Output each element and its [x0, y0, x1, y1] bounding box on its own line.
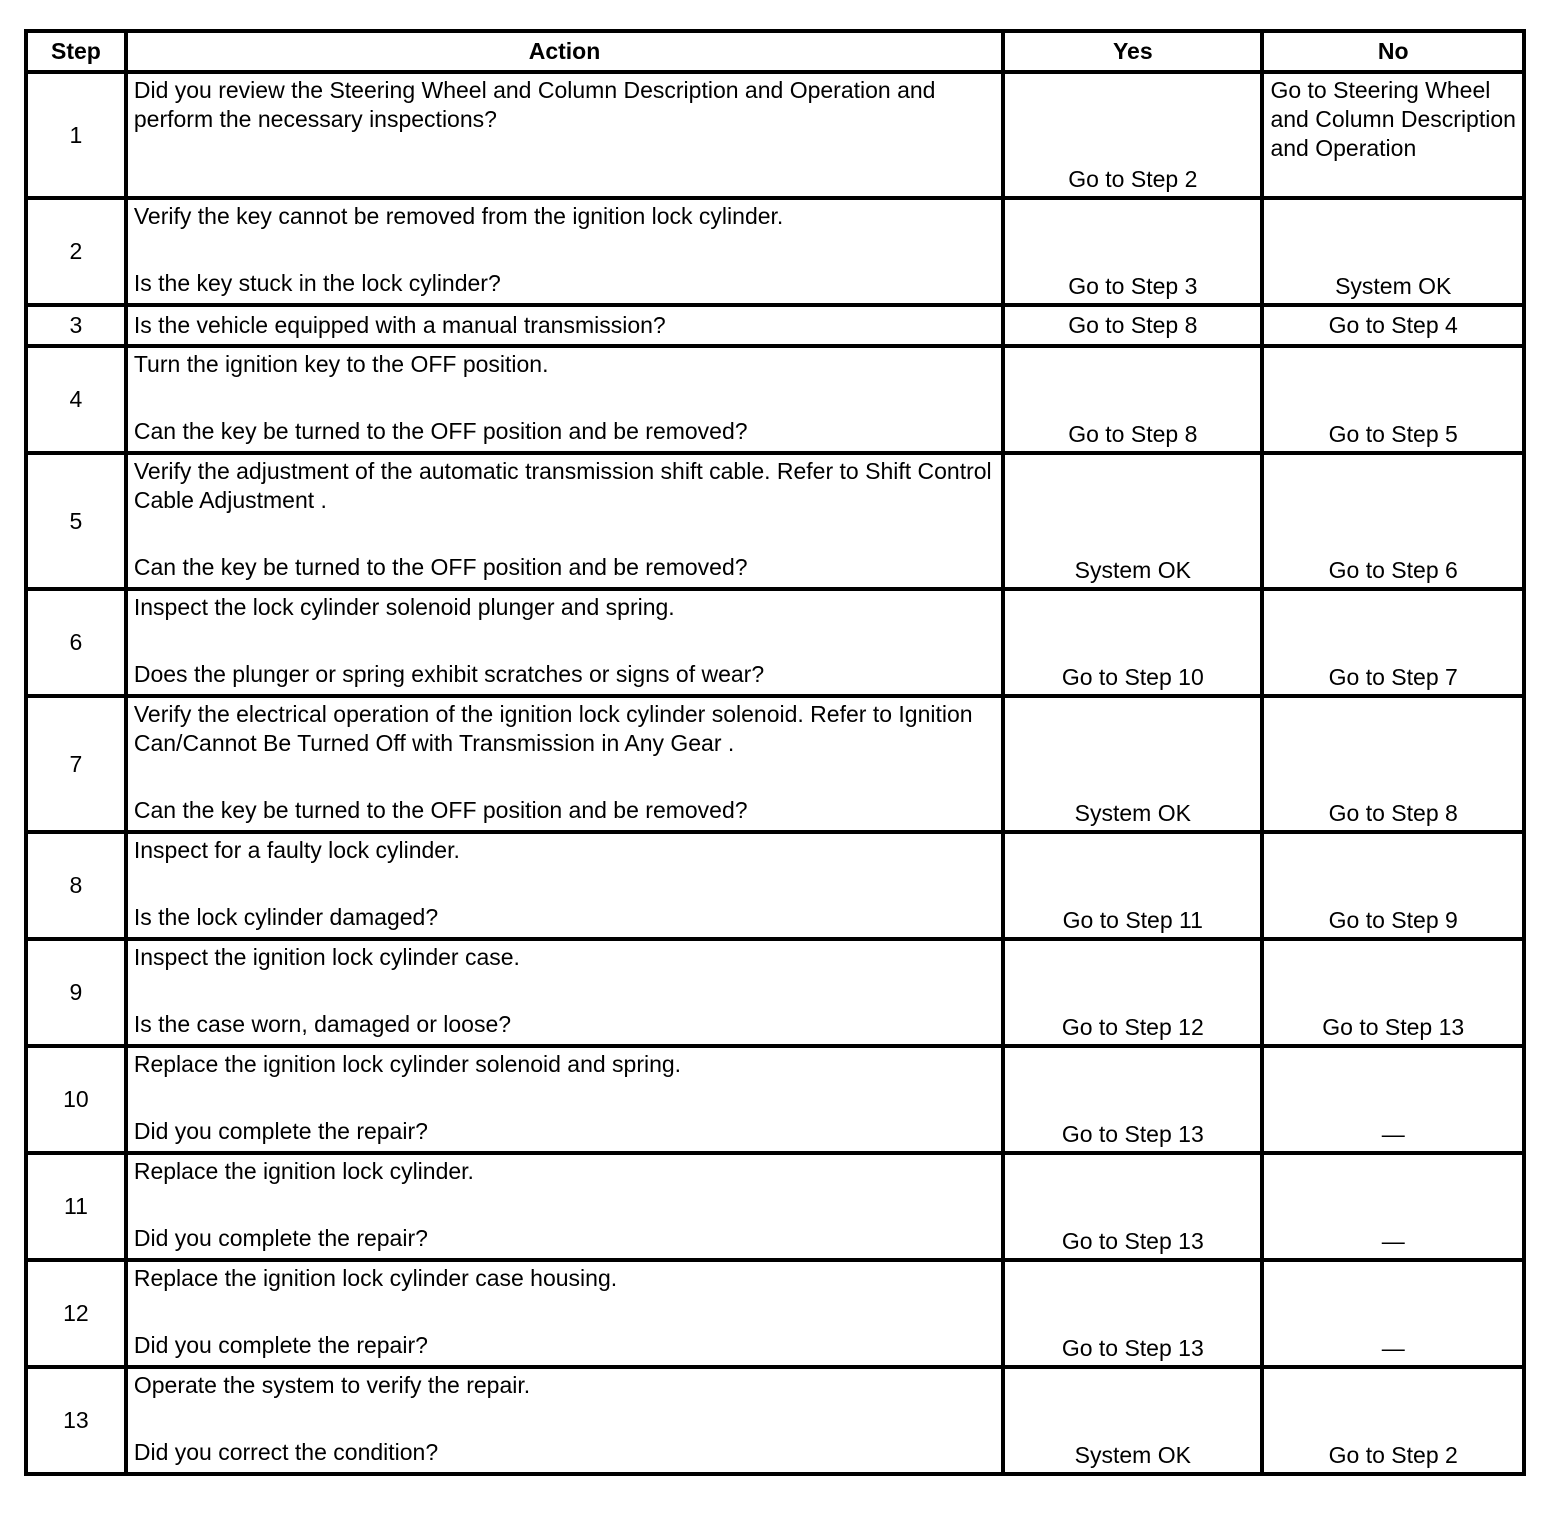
question-text: Is the case worn, damaged or loose? [133, 1011, 512, 1037]
action-text: Inspect the lock cylinder solenoid plunger and spring. [133, 594, 675, 620]
no-cell: — [1262, 1153, 1524, 1260]
yes-cell: Go to Step 13 [1003, 1046, 1262, 1153]
yes-cell: Go to Step 11 [1003, 832, 1262, 939]
action-cell [126, 1046, 1003, 1153]
action-text: Did you review the Steering Wheel and Column Description and Operation and perform the necessary inspections? [133, 77, 936, 132]
header-yes: Yes [1003, 31, 1262, 72]
action-text: Replace the ignition lock cylinder. [133, 1158, 474, 1184]
no-cell: System OK [1262, 198, 1524, 305]
yes-cell: Go to Step 3 [1003, 198, 1262, 305]
no-cell: Go to Steering Wheel and Column Description and Operation [1262, 72, 1524, 198]
action-cell [126, 453, 1003, 589]
action-cell [126, 939, 1003, 1046]
action-cell [126, 1260, 1003, 1367]
step-number: 11 [26, 1153, 126, 1260]
action-text: Verify the electrical operation of the ignition lock cylinder solenoid. Refer to Ignition Can/Cannot Be Turned Off with Transmission in Any Gear . [133, 701, 973, 756]
action-cell [126, 589, 1003, 696]
step-number: 9 [26, 939, 126, 1046]
no-cell: Go to Step 5 [1262, 346, 1524, 453]
action-text: Replace the ignition lock cylinder solenoid and spring. [133, 1051, 682, 1077]
action-text: Inspect for a faulty lock cylinder. [133, 837, 460, 863]
table-row [26, 1046, 1524, 1153]
action-text: Is the vehicle equipped with a manual transmission? [133, 312, 666, 338]
no-cell: Go to Step 7 [1262, 589, 1524, 696]
yes-cell: Go to Step 8 [1003, 305, 1262, 346]
header-step: Step [26, 31, 126, 72]
yes-cell: System OK [1003, 696, 1262, 832]
question-text: Did you correct the condition? [133, 1439, 439, 1465]
table-row [26, 832, 1524, 939]
step-number: 13 [26, 1367, 126, 1474]
table-row [26, 198, 1524, 305]
question-text: Can the key be turned to the OFF position and be removed? [133, 554, 748, 580]
action-text: Verify the adjustment of the automatic transmission shift cable. Refer to Shift Control Cable Adjustment . [133, 458, 992, 513]
question-text: Did you complete the repair? [133, 1225, 428, 1251]
no-cell: Go to Step 2 [1262, 1367, 1524, 1474]
action-text: Replace the ignition lock cylinder case housing. [133, 1265, 618, 1291]
step-number: 1 [26, 72, 126, 198]
header-no: No [1262, 31, 1524, 72]
no-cell: Go to Step 8 [1262, 696, 1524, 832]
step-number: 4 [26, 346, 126, 453]
table-row [26, 453, 1524, 589]
action-cell [126, 72, 1003, 198]
table-row [26, 346, 1524, 453]
action-text: Operate the system to verify the repair. [133, 1372, 531, 1398]
header-row [26, 31, 1524, 72]
step-number: 10 [26, 1046, 126, 1153]
no-cell: — [1262, 1260, 1524, 1367]
step-number: 5 [26, 453, 126, 589]
yes-cell: Go to Step 12 [1003, 939, 1262, 1046]
question-text: Can the key be turned to the OFF position and be removed? [133, 797, 748, 823]
yes-cell: Go to Step 10 [1003, 589, 1262, 696]
table-row [26, 1153, 1524, 1260]
no-cell: Go to Step 4 [1262, 305, 1524, 346]
question-text: Is the lock cylinder damaged? [133, 904, 439, 930]
yes-cell: Go to Step 13 [1003, 1153, 1262, 1260]
table-row [26, 305, 1524, 346]
table-row [26, 939, 1524, 1046]
action-cell [126, 198, 1003, 305]
action-cell [126, 1153, 1003, 1260]
question-text: Can the key be turned to the OFF position and be removed? [133, 418, 748, 444]
table-row [26, 696, 1524, 832]
question-text: Does the plunger or spring exhibit scratches or signs of wear? [133, 661, 765, 687]
yes-cell: Go to Step 13 [1003, 1260, 1262, 1367]
question-text: Did you complete the repair? [133, 1332, 428, 1358]
action-cell [126, 696, 1003, 832]
step-number: 2 [26, 198, 126, 305]
table-row [26, 589, 1524, 696]
yes-cell: Go to Step 8 [1003, 346, 1262, 453]
diagnostic-table [24, 29, 1526, 1476]
action-cell [126, 305, 1003, 346]
no-cell: Go to Step 6 [1262, 453, 1524, 589]
table-row [26, 1367, 1524, 1474]
no-cell: Go to Step 13 [1262, 939, 1524, 1046]
action-text: Verify the key cannot be removed from the ignition lock cylinder. [133, 203, 784, 229]
action-text: Inspect the ignition lock cylinder case. [133, 944, 520, 970]
step-number: 12 [26, 1260, 126, 1367]
step-number: 6 [26, 589, 126, 696]
table-row [26, 1260, 1524, 1367]
step-number: 8 [26, 832, 126, 939]
step-number: 7 [26, 696, 126, 832]
action-cell [126, 1367, 1003, 1474]
no-cell: — [1262, 1046, 1524, 1153]
no-cell: Go to Step 9 [1262, 832, 1524, 939]
table-row [26, 72, 1524, 198]
action-cell [126, 832, 1003, 939]
action-text: Turn the ignition key to the OFF position. [133, 351, 549, 377]
step-number: 3 [26, 305, 126, 346]
header-action: Action [126, 31, 1003, 72]
yes-cell: Go to Step 2 [1003, 72, 1262, 198]
yes-cell: System OK [1003, 1367, 1262, 1474]
action-cell [126, 346, 1003, 453]
question-text: Did you complete the repair? [133, 1118, 428, 1144]
yes-cell: System OK [1003, 453, 1262, 589]
question-text: Is the key stuck in the lock cylinder? [133, 270, 501, 296]
